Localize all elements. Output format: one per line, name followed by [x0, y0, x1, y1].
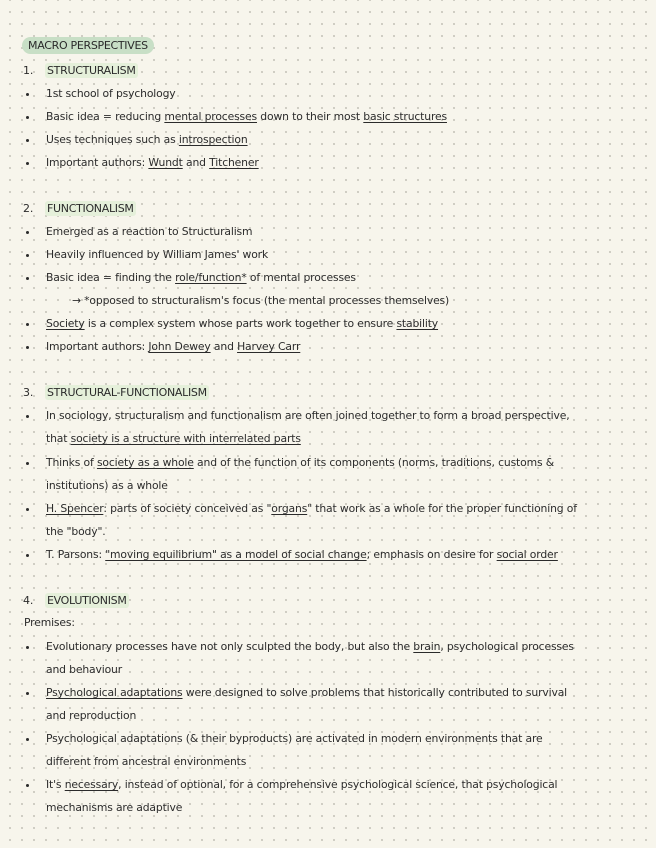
- text-fragment: institutions) as a whole: [46, 479, 168, 492]
- text-fragment: Basic idea = reducing: [46, 110, 165, 123]
- underlined-term: H. Spencer: [46, 502, 104, 515]
- underlined-term: Harvey Carr: [237, 340, 301, 353]
- note-text: [46, 477, 168, 495]
- underlined-term: Society: [46, 317, 85, 330]
- text-fragment: In sociology, structuralism and functionalism are often joined together to form a broad perspective,: [46, 409, 570, 422]
- underlined-term: mental processes: [164, 110, 258, 123]
- underlined-term: Wundt: [148, 156, 183, 169]
- bullet-icon: [26, 162, 29, 165]
- text-fragment: down to their most: [257, 110, 364, 123]
- text-fragment: and: [210, 340, 238, 353]
- bullet-icon: [26, 646, 29, 649]
- note-text: [46, 269, 356, 287]
- underlined-term: John Dewey: [148, 340, 211, 353]
- note-text: [46, 315, 438, 333]
- note-text: [46, 707, 136, 725]
- note-text: [46, 684, 567, 702]
- text-fragment: Basic idea = finding the: [46, 271, 176, 284]
- bullet-icon: [26, 738, 29, 741]
- text-fragment: were designed to solve problems that historically contributed to survival: [182, 686, 568, 699]
- note-text: [46, 500, 577, 518]
- text-fragment: and reproduction: [46, 709, 137, 722]
- text-fragment: It's: [46, 778, 65, 791]
- text-fragment: " that work as a whole for the proper functioning of: [307, 502, 577, 515]
- bullet-icon: [26, 323, 29, 326]
- page-title: MACRO PERSPECTIVES: [22, 37, 154, 54]
- bullet-icon: [26, 346, 29, 349]
- note-text: [46, 338, 300, 356]
- note-text: [46, 407, 570, 425]
- note-text: [46, 108, 447, 126]
- text-fragment: is a complex system whose parts work together to ensure: [84, 317, 397, 330]
- section-heading-functionalism: 2. FUNCTIONALISM: [23, 202, 134, 215]
- underlined-term: "moving equilibrium" as a model of social change: [105, 548, 367, 561]
- text-fragment: Important authors:: [46, 156, 149, 169]
- bullet-icon: [26, 554, 29, 557]
- underlined-term: basic structures: [363, 110, 447, 123]
- text-fragment: Important authors:: [46, 340, 149, 353]
- text-fragment: Thinks of: [46, 456, 97, 469]
- underlined-term: Titchener: [209, 156, 259, 169]
- underlined-term: Psychological adaptations: [46, 686, 183, 699]
- note-text: [46, 730, 543, 748]
- text-fragment: Evolutionary processes have not only sculpted the body, but also the: [46, 640, 414, 653]
- text-fragment: 1st school of psychology: [46, 87, 176, 100]
- bullet-icon: [26, 692, 29, 695]
- text-fragment: : parts of society conceived as ": [103, 502, 272, 515]
- note-text: [46, 430, 301, 448]
- note-text: [46, 223, 252, 241]
- text-fragment: T. Parsons:: [46, 548, 106, 561]
- note-text: [46, 246, 268, 264]
- underlined-term: stability: [396, 317, 439, 330]
- bullet-icon: [26, 784, 29, 787]
- bullet-icon: [26, 277, 29, 280]
- text-fragment: and of the function of its components (norms, traditions, customs &: [193, 456, 554, 469]
- underlined-term: role/function*: [175, 271, 247, 284]
- underlined-term: brain: [413, 640, 441, 653]
- underlined-term: necessary: [64, 778, 119, 791]
- section-heading-structuralism: 1. STRUCTURALISM: [23, 64, 136, 77]
- note-text: [46, 799, 182, 817]
- note-text: [46, 85, 176, 103]
- text-fragment: mechanisms are adaptive: [46, 801, 183, 814]
- section-heading-structural-functionalism: 3. STRUCTURAL-FUNCTIONALISM: [23, 386, 207, 399]
- note-text: [46, 154, 259, 172]
- note-text: [46, 546, 558, 564]
- text-fragment: Uses techniques such as: [46, 133, 179, 146]
- note-text: [46, 753, 246, 771]
- text-fragment: of mental processes: [246, 271, 356, 284]
- text-fragment: , psychological processes: [440, 640, 574, 653]
- text-fragment: the "body".: [46, 525, 106, 538]
- note-text: [46, 661, 122, 679]
- bullet-icon: [26, 508, 29, 511]
- text-fragment: Psychological adaptations (& their byproducts) are activated in modern environments that are: [46, 732, 543, 745]
- section-heading-evolutionism: 4. EVOLUTIONISM: [23, 594, 127, 607]
- underlined-term: introspection: [178, 133, 248, 146]
- text-fragment: ; emphasis on desire for: [366, 548, 497, 561]
- text-fragment: and: [182, 156, 210, 169]
- bullet-icon: [26, 462, 29, 465]
- underlined-term: organs: [271, 502, 308, 515]
- note-text: [46, 776, 557, 794]
- underlined-term: society is a structure with interrelated parts: [70, 432, 301, 445]
- text-fragment: → *opposed to structuralism's focus (the mental processes themselves): [72, 294, 450, 307]
- bullet-icon: [26, 139, 29, 142]
- bullet-icon: [26, 231, 29, 234]
- note-text: [46, 523, 106, 541]
- note-text: [46, 131, 248, 149]
- text-fragment: different from ancestral environments: [46, 755, 247, 768]
- note-text: [46, 638, 574, 656]
- bullet-icon: [26, 415, 29, 418]
- note-text: [72, 292, 449, 310]
- bullet-icon: [26, 116, 29, 119]
- bullet-icon: [26, 93, 29, 96]
- bullet-icon: [26, 254, 29, 257]
- premises-label: Premises:: [24, 616, 75, 629]
- underlined-term: social order: [496, 548, 558, 561]
- text-fragment: Emerged as a reaction to Structuralism: [46, 225, 253, 238]
- text-fragment: , instead of optional, for a comprehensive psychological science, that psychological: [118, 778, 558, 791]
- underlined-term: society as a whole: [96, 456, 194, 469]
- text-fragment: that: [46, 432, 71, 445]
- text-fragment: and behaviour: [46, 663, 123, 676]
- note-text: [46, 454, 554, 472]
- text-fragment: Heavily influenced by William James' work: [46, 248, 269, 261]
